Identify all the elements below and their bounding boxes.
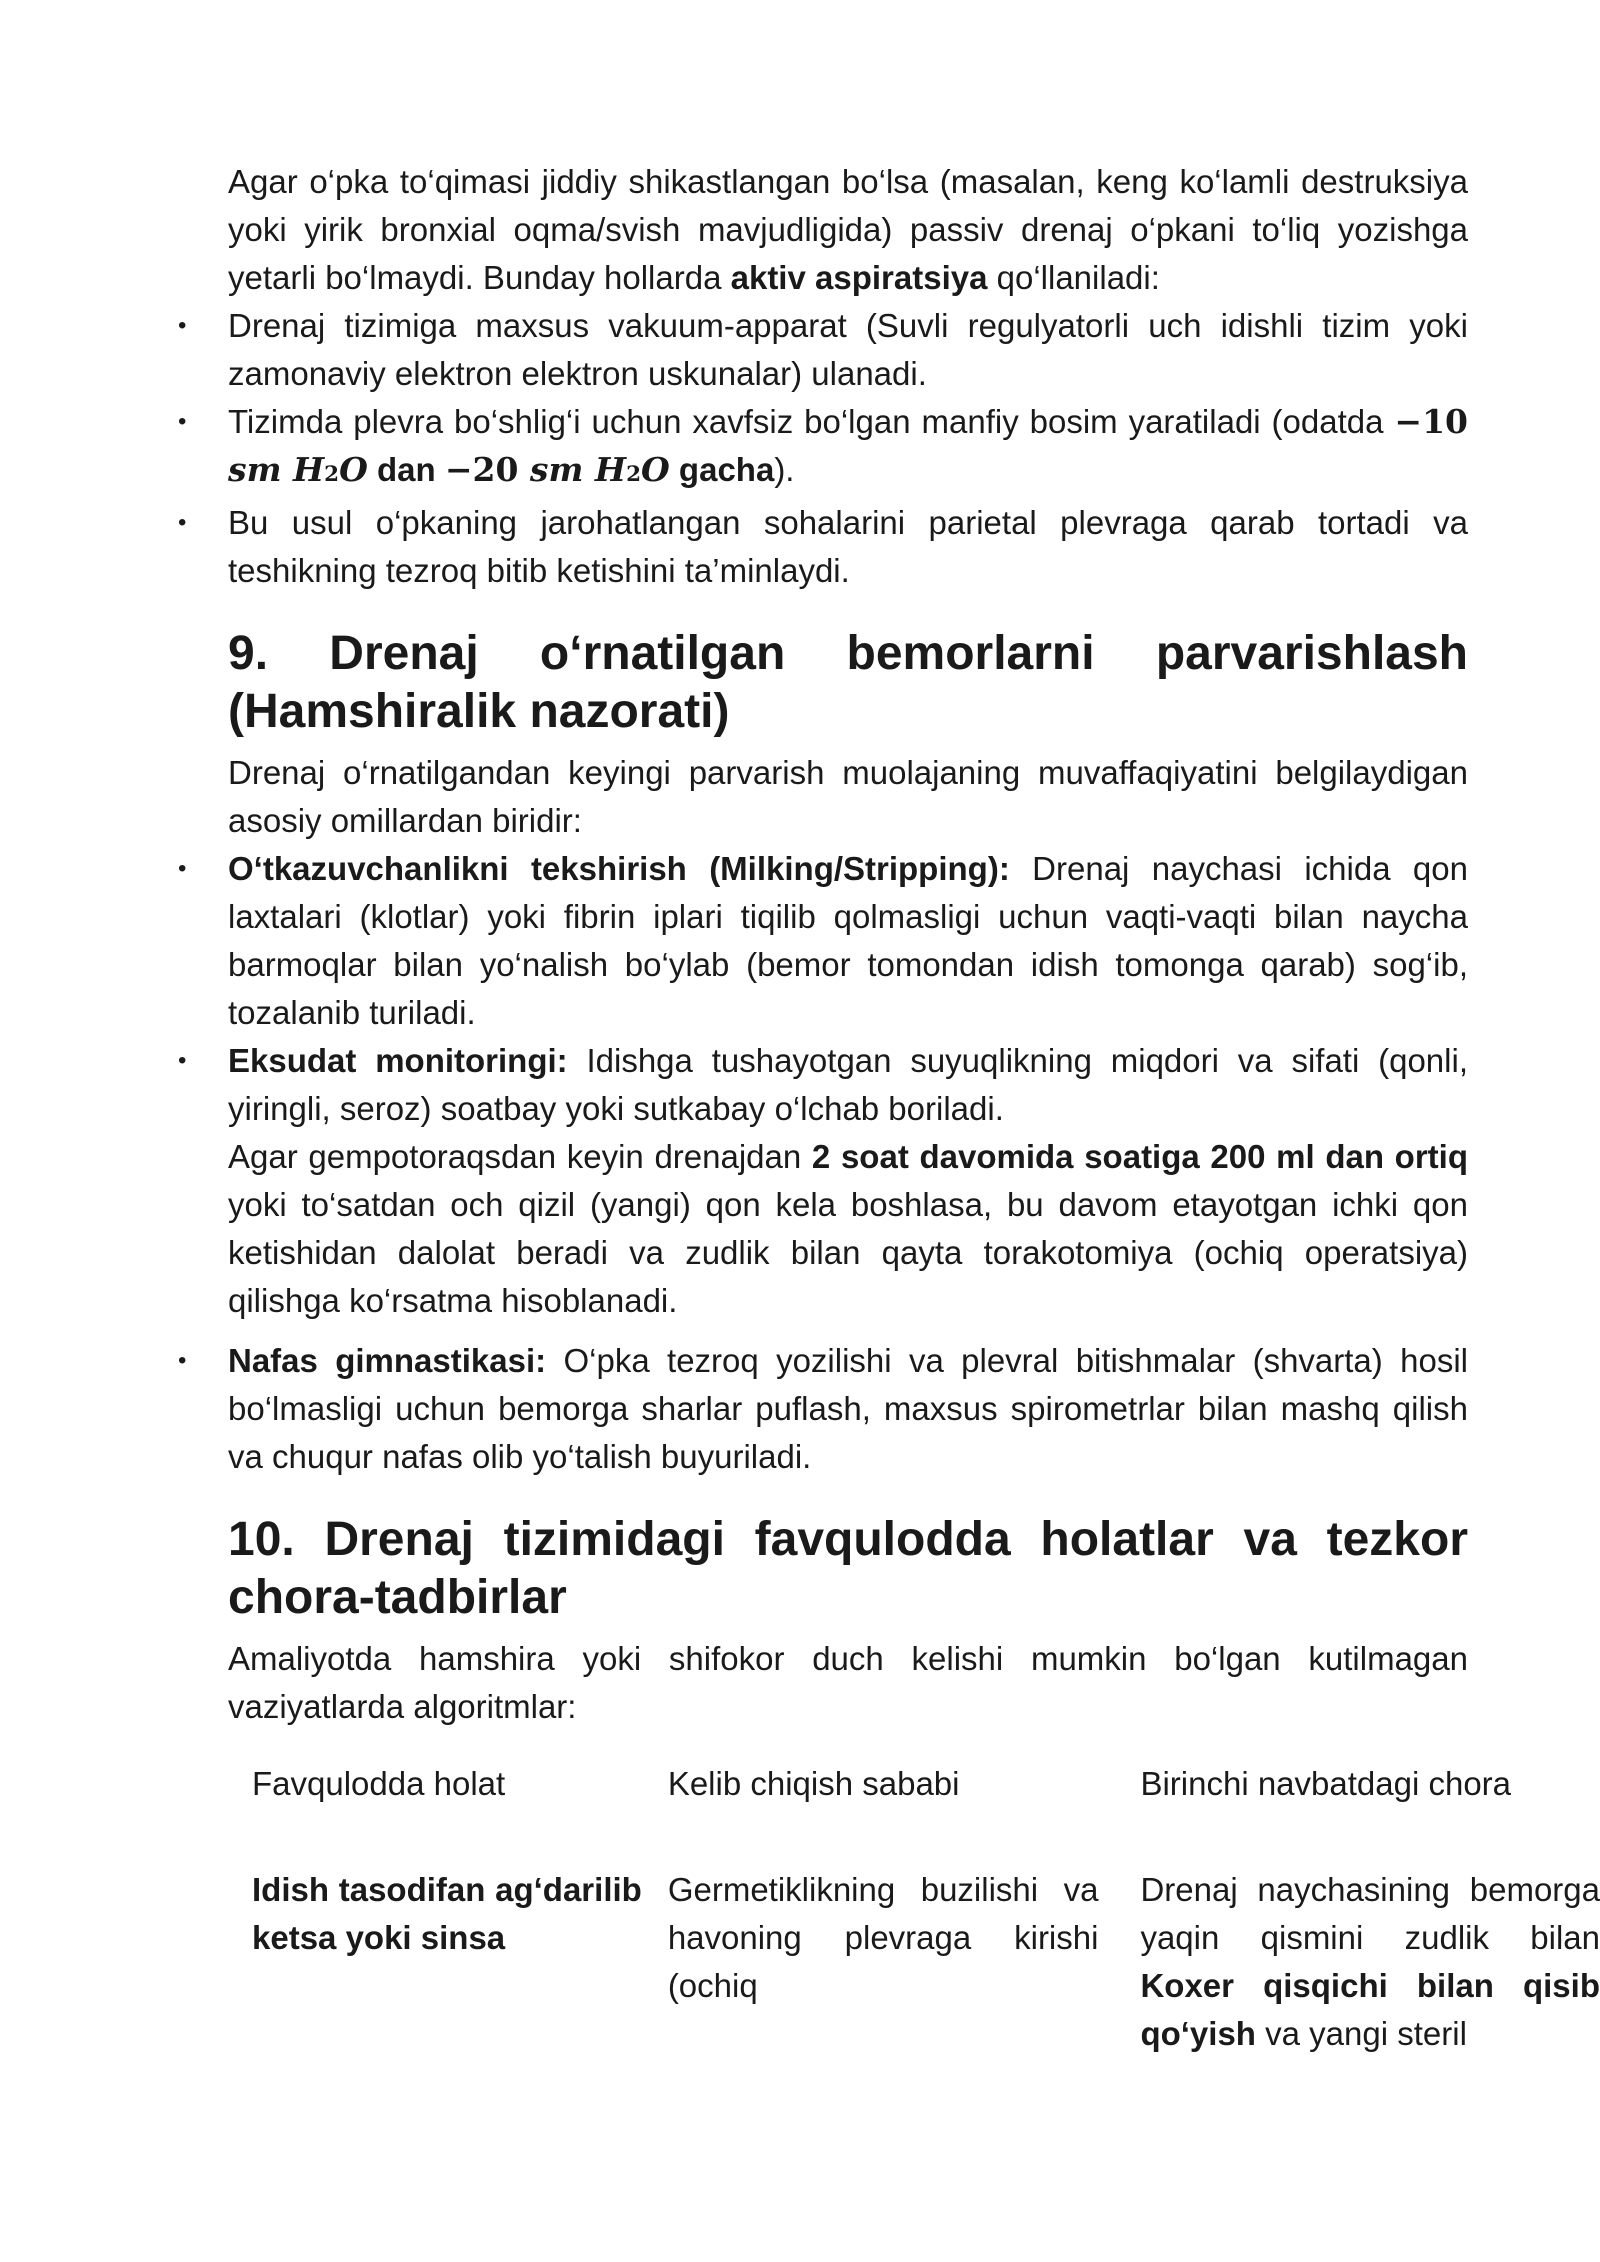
formula-subscript: 2 [626, 462, 642, 487]
spacer [228, 595, 1468, 625]
list-item [178, 302, 1468, 398]
section-9-heading: 9. Drenaj o‘rnatilgan bemorlarni parvarishlash (Hamshiralik nazorati) [228, 627, 1468, 738]
emergency-algorithm-table [228, 1760, 1600, 2058]
bullet-icon: • [178, 312, 187, 339]
care-bullet-list [178, 845, 1468, 1481]
list-item-text: Drenaj naychasi ichida qon laxtalari (klotlar) yoki fibrin iplari tiqilib qolmasligi uchun vaqti-vaqti bilan naycha barmoqlar bilan yo‘nalish bo‘ylab (bemor tomondan idish tomonga qarab) sog‘ib, tozalanib turiladi. [228, 850, 1468, 1031]
list-item-pressure [178, 398, 1468, 499]
list-item [178, 499, 1468, 595]
bold-term: dan [367, 451, 445, 488]
table-cell [1140, 1866, 1600, 2058]
text-span: Drenaj naychasining bemorga yaqin qismini zudlik bilan [1140, 1871, 1600, 1956]
list-item-text: Drenaj tizimiga maxsus vakuum-apparat (Suvli regulyatorli uch idishli tizim yoki zamonaviy elektron elektron uskunalar) ulanadi. [228, 307, 1468, 392]
spacer [228, 741, 1468, 749]
aspiration-bullet-list [178, 302, 1468, 595]
bullet-icon: • [178, 1347, 187, 1374]
table-header-cell: Birinchi navbatdagi chora [1140, 1765, 1512, 1802]
list-item-exudate [178, 1037, 1468, 1325]
spacer [228, 1481, 1468, 1511]
table-row [228, 1866, 1600, 2058]
text-span: ). [774, 451, 795, 488]
bold-term: gacha [669, 451, 775, 488]
text-span: yoki to‘satdan och qizil (yangi) qon kela boshlasa, bu davom etayotgan ichki qon ketishidan dalolat beradi va zudlik bilan qayta torakotomiya (ochiq operatsiya) qilishga ko‘rsatma hisoblanadi. [228, 1186, 1468, 1319]
bullet-icon: • [178, 408, 187, 435]
text-span: qo‘llaniladi: [987, 259, 1160, 296]
bold-term: 2 soat davomida soatiga 200 ml dan ortiq [811, 1138, 1468, 1175]
pressure-formula-max [445, 450, 670, 489]
table-header-cell: Kelib chiqish sababi [667, 1765, 960, 1802]
page-content [178, 158, 1468, 1731]
section-10-heading: 10. Drenaj tizimidagi favqulodda holatlar va tezkor chora-tadbirlar [228, 1513, 1468, 1624]
table-header-row [228, 1760, 1600, 1866]
list-item-text: Tizimda plevra bo‘shlig‘i uchun xavfsiz bo‘lgan manfiy bosim yaratiladi (odatda [228, 403, 1395, 440]
bullet-icon: • [178, 855, 187, 882]
bold-term: Eksudat monitoringi: [228, 1042, 568, 1079]
table-cell [228, 1866, 668, 2058]
formula-unit: sm H [228, 450, 325, 489]
list-item-text: O‘pka tezroq yozilishi va plevral bitishmalar (shvarta) hosil bo‘lmasligi uchun bemorga sharlar puflash, maxsus spirometrlar bilan mashq qilish va chuqur nafas olib yo‘talish buyuriladi. [228, 1342, 1468, 1475]
list-item-breathing [178, 1337, 1468, 1481]
list-item-milking [178, 845, 1468, 1037]
table-cell: Germetiklikning buzilishi va havoning plevraga kirishi (ochiq [667, 1871, 1099, 2004]
text-span: va yangi steril [1255, 2015, 1467, 2052]
formula-number: −10 [1394, 402, 1468, 441]
bold-term: aktiv aspiratsiya [730, 259, 988, 296]
section-9-intro: Drenaj o‘rnatilgandan keyingi parvarish muolajaning muvaffaqiyatini belgilaydigan asosiy omillardan biridir: [228, 754, 1468, 839]
formula-unit: O [339, 450, 368, 489]
text-span: Agar o‘pka to‘qimasi jiddiy shikastlangan bo‘lsa (masalan, keng ko‘lamli destruksiya yoki yirik bronxial oqma/svish mavjudligida) passiv drenaj o‘pkani to‘liq yozishga yetarli bo‘lmaydi. Bunday hollarda [228, 163, 1468, 296]
bullet-icon: • [178, 509, 187, 536]
bold-term: O‘tkazuvchanlikni tekshirish (Milking/Stripping): [228, 850, 1010, 887]
bold-term: Koxer qisqichi bilan qisib qo‘yish [1140, 1967, 1600, 2052]
section-10-intro: Amaliyotda hamshira yoki shifokor duch kelishi mumkin bo‘lgan kutilmagan vaziyatlarda algoritmlar: [228, 1640, 1468, 1725]
bold-term: Nafas gimnastikasi: [228, 1342, 547, 1379]
text-span: Agar gempotoraqsdan keyin drenajdan [228, 1138, 812, 1175]
bold-term: Idish tasodifan ag‘darilib ketsa yoki sinsa [252, 1871, 642, 1956]
formula-number: −20 [444, 450, 530, 489]
aspiration-intro-paragraph [228, 158, 1468, 302]
formula-unit: sm H [529, 450, 627, 489]
list-item-text: Bu usul o‘pkaning jarohatlangan sohalarini parietal plevraga qarab tortadi va teshikning tezroq bitib ketishini ta’minlaydi. [228, 504, 1468, 589]
formula-subscript: 2 [324, 462, 340, 487]
spacer [228, 1627, 1468, 1635]
list-item-text: Idishga tushayotgan suyuqlikning miqdori va sifati (qonli, yiringli, seroz) soatbay yoki sutkabay o‘lchab boriladi. [228, 1042, 1468, 1127]
formula-unit: O [641, 450, 670, 489]
bullet-icon: • [178, 1047, 187, 1074]
table-header-cell: Favqulodda holat [252, 1765, 506, 1802]
